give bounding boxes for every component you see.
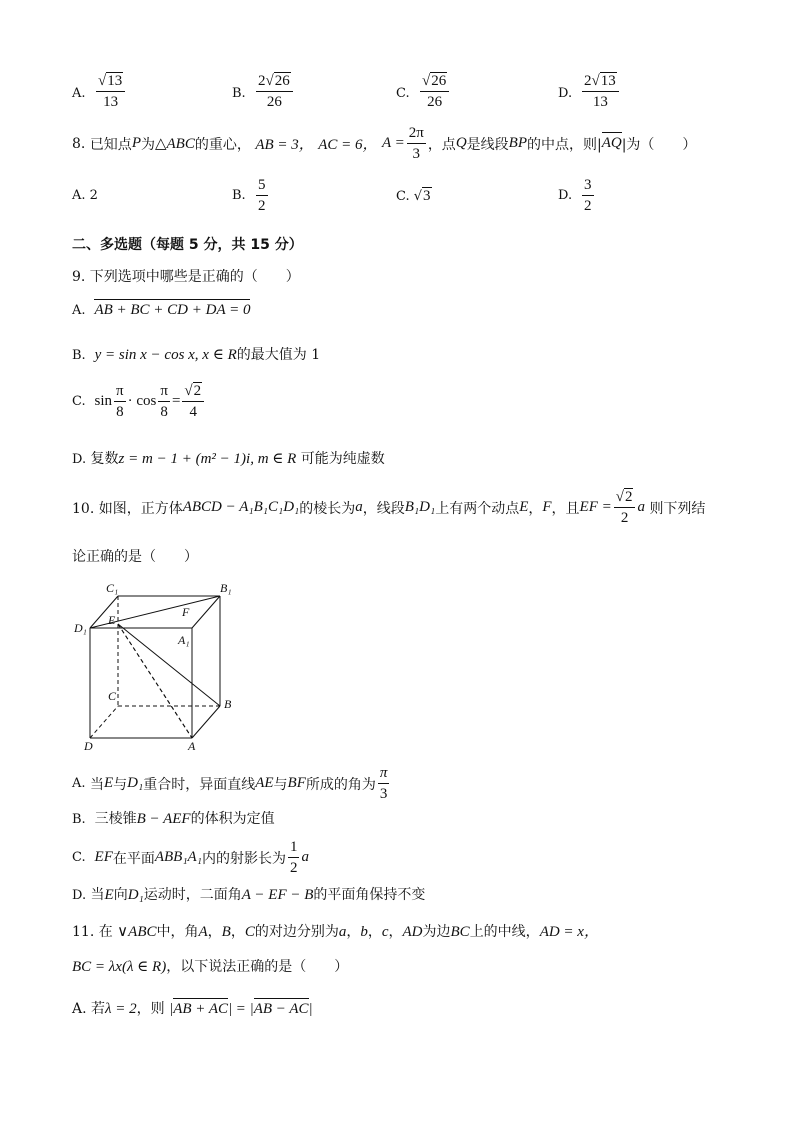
label-c1: C₁ <box>106 581 119 595</box>
q9-option-d: D. 复数z = m − 1 + (m² − 1)i, m ∈ R 可能为纯虚数 <box>72 451 385 467</box>
q8-option-c: C. √3 <box>396 188 431 204</box>
label-f: F <box>182 605 190 619</box>
q7-option-d-value: $\frac{2√13}{13}$ <box>580 72 621 111</box>
q7-option-c-label: C. <box>396 86 410 101</box>
q8-option-d-label: D. <box>558 188 573 203</box>
q11-option-a: A. 若λ = 2，则 |AB + AC| = |AB − AC| <box>72 1001 313 1017</box>
q10-option-c: C. EF 在平面 ABB₁A₁ 内的射影长为 $\frac{1}{2}$ a <box>72 839 309 876</box>
label-d1: D₁ <box>74 621 87 635</box>
question-9-stem: 9. 下列选项中哪些是正确的（ ） <box>72 269 300 285</box>
q7-option-b-value: $\frac{2√26}{26}$ <box>254 72 295 111</box>
q10-option-d: D. 当E向D₁运动时，二面角A − EF − B的平面角保持不变 <box>72 887 426 903</box>
q8-option-b-value: $\frac{5}{2}$ <box>258 177 266 214</box>
q7-option-c-value: $\frac{√26}{26}$ <box>418 72 451 111</box>
question-10-stem: 10. 如图，正方体 ABCD − A₁B₁C₁D₁ 的棱长为 a ，线段 B₁D₁ 上有两个动点 E ， F ，且 EF = $\frac{√2}{2}$ a 则下列结 <box>72 489 706 526</box>
q9-option-c: C. sin $\frac{\pi}{8}$ · cos $\frac{\pi}{8}$ = $\frac{√2}{4}$ <box>72 382 206 421</box>
label-c: C <box>108 689 117 703</box>
q9-option-a: A. AB + BC + CD + DA = 0 <box>72 302 251 318</box>
q7-option-d-label: D. <box>558 86 573 101</box>
q7-option-a-value: $\frac{√13}{13}$ <box>94 72 127 111</box>
q10-option-b: B. 三棱锥B − AEF的体积为定值 <box>72 811 275 827</box>
question-11-stem: 11. 在 ∨ABC中，角A，B，C的对边分别为a，b，c，AD为边BC上的中线，AD = x， <box>72 924 599 940</box>
q7-option-b-label: B. <box>232 86 246 101</box>
label-a: A <box>188 739 196 753</box>
cube-figure <box>70 578 250 754</box>
q7-option-a-label: A. <box>72 86 86 101</box>
q8-option-a: A. 2 <box>72 188 98 203</box>
label-d: D <box>84 739 93 753</box>
label-a1: A₁ <box>178 633 190 647</box>
label-b: B <box>224 697 232 711</box>
q8-option-d-value: $\frac{3}{2}$ <box>584 177 592 214</box>
label-b1: B₁ <box>220 581 232 595</box>
question-8-stem: 8. 已知点 P 为 △ABC 的重心， AB = 3， AC = 6， A = $\frac{2\pi}{3}$ ，点 Q 是线段 BP 的中点，则| AQ |为（ ） <box>72 125 697 162</box>
section-title: 二、多选题（每题 5 分，共 15 分） <box>72 237 303 253</box>
q8-option-b-label: B. <box>232 188 246 203</box>
q10-option-a: A. 当 E 与 D₁ 重合时，异面直线 AE 与 BF 所成的角为 $\frac{\pi}{3}$ <box>72 765 388 802</box>
q9-option-b: B. y = sin x − cos x, x ∈ R的最大值为 1 <box>72 347 321 363</box>
label-e: E <box>108 613 116 627</box>
question-11-stem-line2: BC = λx(λ ∈ R)，以下说法正确的是（ ） <box>72 959 349 975</box>
question-10-stem-line2: 论正确的是（ ） <box>72 549 198 565</box>
